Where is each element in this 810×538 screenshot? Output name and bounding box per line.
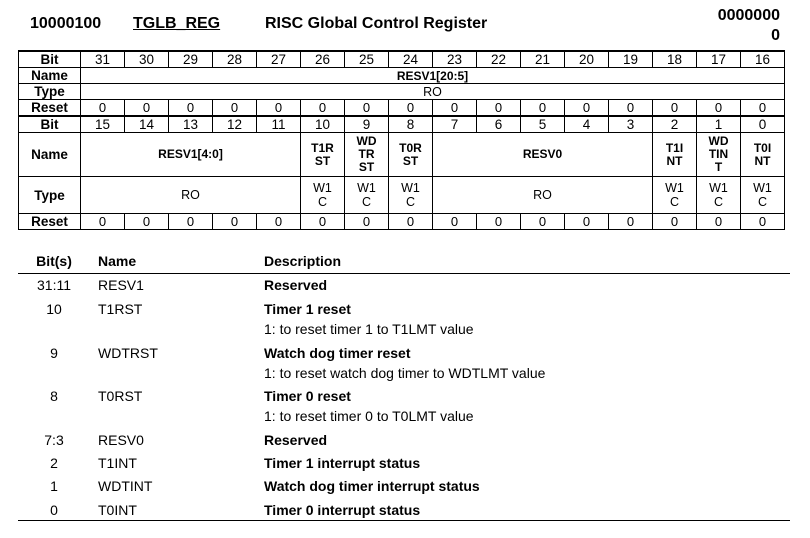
name-label: Name: [19, 68, 81, 84]
reset-value-cell: 0: [609, 100, 653, 117]
reset-value-cell: 0: [389, 100, 433, 117]
field-name: WDTRST: [98, 345, 158, 361]
reset-value-cell: 0: [477, 214, 521, 230]
field-name: T1INT: [98, 455, 137, 471]
bit-number-cell: 25: [345, 51, 389, 68]
field-resv0-name: RESV0: [433, 133, 653, 177]
bit-number-cell: 8: [389, 116, 433, 133]
field-t1rst-name: T1R ST: [301, 133, 345, 177]
description-row: [18, 475, 790, 499]
bit-number-cell: 13: [169, 116, 213, 133]
field-name: RESV1: [98, 277, 144, 293]
reset-value-cell: 0: [565, 214, 609, 230]
reset-value-cell: 0: [125, 214, 169, 230]
bit-number-cell: 16: [741, 51, 785, 68]
bits-column-header: Bit(s): [36, 253, 72, 269]
lower-bit-row: [19, 116, 785, 133]
field-t1rst-type: W1 C: [301, 177, 345, 214]
bottom-divider: [18, 520, 790, 521]
bit-number-cell: 3: [609, 116, 653, 133]
field-t0rst-type: W1 C: [389, 177, 433, 214]
reset-value-cell: 0: [169, 214, 213, 230]
description-rows: [18, 274, 790, 521]
reset-value-cell: 0: [697, 214, 741, 230]
bit-number-cell: 14: [125, 116, 169, 133]
description-row: [18, 274, 790, 298]
upper-bit-row: [19, 51, 785, 68]
bit-number-cell: 29: [169, 51, 213, 68]
field-t0int-type: W1 C: [741, 177, 785, 214]
description-header-row: [18, 250, 790, 274]
field-name: RESV0: [98, 432, 144, 448]
bit-number-cell: 1: [697, 116, 741, 133]
description-row: [18, 429, 790, 452]
bit-number-cell: 11: [257, 116, 301, 133]
register-reset-value: [715, 6, 780, 46]
field-description-title: Reserved: [264, 277, 328, 293]
field-t1int-name: T1I NT: [653, 133, 697, 177]
bit-number-cell: 28: [213, 51, 257, 68]
bit-number-cell: 21: [521, 51, 565, 68]
name-column-header: Name: [98, 253, 137, 269]
reset-value-cell: 0: [301, 214, 345, 230]
field-name: T1RST: [98, 301, 143, 317]
field-resv1-lower-type: RO: [81, 177, 301, 214]
reset-value-cell: 0: [609, 214, 653, 230]
reset-value-cell: 0: [257, 100, 301, 117]
reset-value-cell: 0: [81, 214, 125, 230]
field-description-title: Watch dog timer interrupt status: [264, 478, 480, 494]
description-row: [18, 385, 790, 429]
field-wdtrst-name: WD TR ST: [345, 133, 389, 177]
field-description-title: Timer 0 interrupt status: [264, 502, 421, 518]
field-resv0-type: RO: [433, 177, 653, 214]
field-wdtint-type: W1 C: [697, 177, 741, 214]
bit-number-cell: 4: [565, 116, 609, 133]
reset-value-cell: 0: [389, 214, 433, 230]
description-row: [18, 452, 790, 475]
reset-value-cell: 0: [433, 214, 477, 230]
bit-label: Bit: [19, 116, 81, 133]
bit-range: 8: [50, 388, 58, 404]
reset-value-cell: 0: [345, 214, 389, 230]
upper-type-row: [19, 84, 785, 100]
reset-label: Reset: [19, 100, 81, 117]
field-resv1-upper-type: RO: [81, 84, 785, 100]
bit-number-cell: 17: [697, 51, 741, 68]
bit-number-cell: 24: [389, 51, 433, 68]
reset-value-cell: 0: [301, 100, 345, 117]
reset-value-cell: 0: [345, 100, 389, 117]
bit-number-cell: 23: [433, 51, 477, 68]
reset-value-cell: 0: [521, 100, 565, 117]
description-row: [18, 499, 790, 521]
bit-number-cell: 6: [477, 116, 521, 133]
field-name: WDTINT: [98, 478, 153, 494]
bit-number-cell: 5: [521, 116, 565, 133]
reset-value-cell: 0: [169, 100, 213, 117]
reset-value-cell: 0: [477, 100, 521, 117]
field-description-title: Watch dog timer reset: [264, 345, 411, 361]
type-label: Type: [19, 84, 81, 100]
bit-number-cell: 0: [741, 116, 785, 133]
upper-name-row: [19, 68, 785, 84]
description-column-header: Description: [264, 253, 342, 269]
reset-value-line1: 0000000: [717, 7, 780, 24]
field-wdtrst-type: W1 C: [345, 177, 389, 214]
register-name: TGLB_REG: [133, 15, 221, 32]
reset-value-cell: 0: [521, 214, 565, 230]
bit-range: 31:11: [37, 277, 71, 293]
reset-value-cell: 0: [697, 100, 741, 117]
type-label: Type: [19, 177, 81, 214]
field-t0int-name: T0I NT: [741, 133, 785, 177]
field-t0rst-name: T0R ST: [389, 133, 433, 177]
reset-value-cell: 0: [81, 100, 125, 117]
bit-number-cell: 10: [301, 116, 345, 133]
lower-type-row: [19, 177, 785, 214]
reset-value-cell: 0: [213, 214, 257, 230]
reset-value-cell: 0: [741, 100, 785, 117]
field-t1int-type: W1 C: [653, 177, 697, 214]
field-description-detail: 1: to reset timer 1 to T1LMT value: [264, 321, 474, 337]
field-name: T0INT: [98, 502, 137, 518]
field-resv1-upper-name: RESV1[20:5]: [81, 68, 785, 84]
reset-value-line2: 0: [771, 27, 780, 44]
register-bit-table: [18, 50, 785, 230]
reset-value-cell: 0: [653, 214, 697, 230]
bit-number-cell: 18: [653, 51, 697, 68]
bit-label: Bit: [19, 51, 81, 68]
header-divider: [18, 273, 790, 274]
bit-number-cell: 19: [609, 51, 653, 68]
reset-value-cell: 0: [565, 100, 609, 117]
bit-number-cell: 15: [81, 116, 125, 133]
bit-number-cell: 20: [565, 51, 609, 68]
register-address: 10000100: [30, 15, 102, 32]
bit-description-table: [18, 250, 790, 521]
field-description-title: Timer 1 reset: [264, 301, 351, 317]
bit-number-cell: 2: [653, 116, 697, 133]
register-title: RISC Global Control Register: [265, 15, 488, 32]
bit-range: 0: [50, 502, 58, 518]
lower-name-row: [19, 133, 785, 177]
reset-value-cell: 0: [741, 214, 785, 230]
bit-number-cell: 9: [345, 116, 389, 133]
field-wdtint-name: WD TIN T: [697, 133, 741, 177]
bit-number-cell: 12: [213, 116, 257, 133]
field-description-title: Timer 0 reset: [264, 388, 351, 404]
description-row: [18, 342, 790, 385]
bit-range: 10: [46, 301, 62, 317]
bit-number-cell: 22: [477, 51, 521, 68]
field-description-title: Timer 1 interrupt status: [264, 455, 421, 471]
description-row: [18, 298, 790, 342]
bit-number-cell: 30: [125, 51, 169, 68]
bit-range: 7:3: [44, 432, 64, 448]
bit-number-cell: 26: [301, 51, 345, 68]
upper-reset-row: [19, 100, 785, 117]
bit-number-cell: 7: [433, 116, 477, 133]
bit-range: 2: [50, 455, 58, 471]
name-label: Name: [19, 133, 81, 177]
bit-range: 9: [50, 345, 58, 361]
field-description-detail: 1: to reset watch dog timer to WDTLMT value: [264, 365, 546, 381]
bit-number-cell: 27: [257, 51, 301, 68]
field-resv1-lower-name: RESV1[4:0]: [81, 133, 301, 177]
lower-reset-row: [19, 214, 785, 230]
reset-value-cell: 0: [257, 214, 301, 230]
reset-value-cell: 0: [125, 100, 169, 117]
field-description-detail: 1: to reset timer 0 to T0LMT value: [264, 408, 474, 424]
reset-label: Reset: [19, 214, 81, 230]
reset-value-cell: 0: [213, 100, 257, 117]
reset-value-cell: 0: [653, 100, 697, 117]
field-name: T0RST: [98, 388, 143, 404]
bit-number-cell: 31: [81, 51, 125, 68]
reset-value-cell: 0: [433, 100, 477, 117]
bit-range: 1: [50, 478, 58, 494]
field-description-title: Reserved: [264, 432, 328, 448]
